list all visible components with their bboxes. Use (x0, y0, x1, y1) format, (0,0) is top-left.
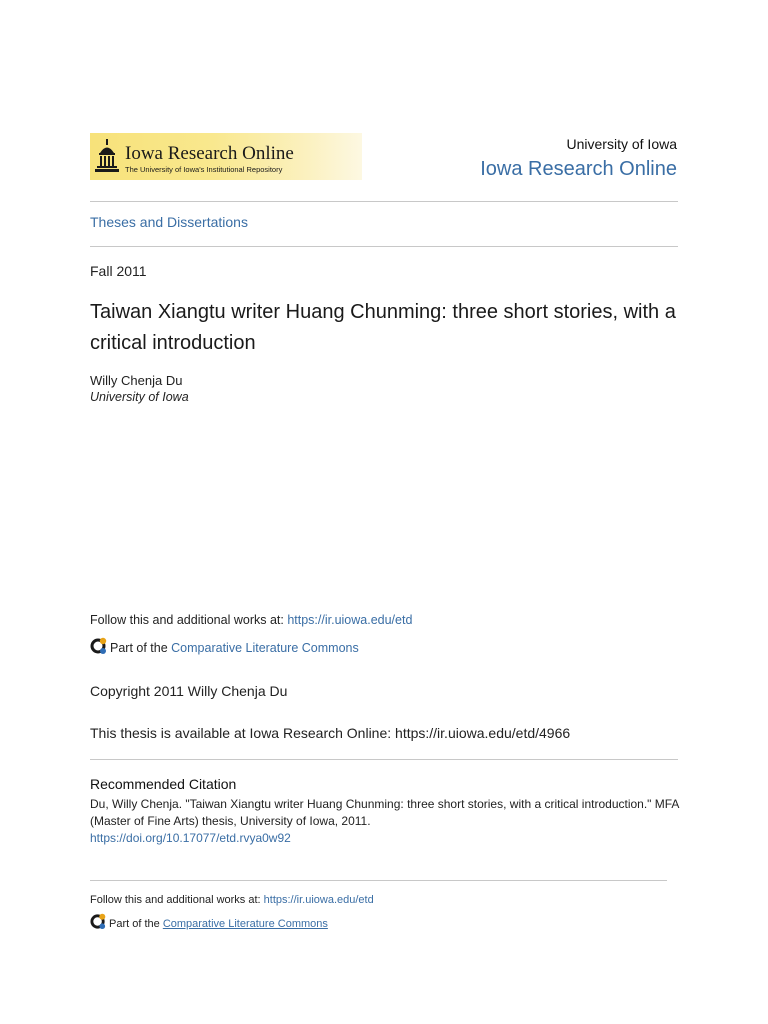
network-commons-icon (90, 637, 108, 655)
citation-text: Du, Willy Chenja. "Taiwan Xiangtu writer Huang Chunming: three short stories, with a critical introduction." MFA (Master of Fine Arts) thesis, University of Iowa, 2011. (90, 797, 679, 828)
collection-link[interactable]: Theses and Dissertations (90, 214, 248, 230)
part-of-prefix: Part of the (109, 918, 163, 930)
footer-part-of-line (90, 913, 328, 930)
author-affiliation: University of Iowa (90, 390, 189, 404)
follow-prefix: Follow this and additional works at: (90, 613, 288, 627)
author-name: Willy Chenja Du (90, 373, 183, 388)
part-of-line (90, 637, 359, 655)
footer-follow-link[interactable]: https://ir.uiowa.edu/etd (263, 894, 374, 906)
divider (90, 246, 678, 247)
copyright-statement: Copyright 2011 Willy Chenja Du (90, 683, 288, 699)
footer-commons-link[interactable]: Comparative Literature Commons (162, 918, 328, 930)
repository-logo[interactable] (90, 133, 362, 180)
thesis-title: Taiwan Xiangtu writer Huang Chunming: three short stories, with a critical introduction (90, 301, 676, 354)
doi-link[interactable]: https://doi.org/10.17077/etd.rvya0w92 (90, 831, 291, 845)
commons-link[interactable]: Comparative Literature Commons (171, 641, 359, 655)
footer-divider (90, 880, 667, 881)
recommended-citation (90, 796, 682, 847)
repository-link[interactable]: Iowa Research Online (480, 158, 677, 180)
capitol-building-icon (93, 139, 121, 175)
logo-subtitle: The University of Iowa's Institutional Repository (125, 165, 283, 174)
divider (90, 201, 678, 202)
divider (90, 759, 678, 760)
footer-follow-line (90, 894, 374, 906)
recommended-citation-heading: Recommended Citation (90, 776, 237, 792)
part-of-prefix: Part of the (110, 641, 172, 655)
logo-title: Iowa Research Online (125, 143, 294, 164)
availability-statement: This thesis is available at Iowa Research Online: https://ir.uiowa.edu/etd/4966 (90, 725, 571, 741)
follow-prefix: Follow this and additional works at: (90, 894, 264, 906)
publication-date: Fall 2011 (90, 263, 147, 279)
university-name: University of Iowa (566, 136, 677, 152)
follow-line (90, 613, 412, 627)
network-commons-icon (90, 913, 107, 930)
follow-link[interactable]: https://ir.uiowa.edu/etd (287, 613, 413, 627)
